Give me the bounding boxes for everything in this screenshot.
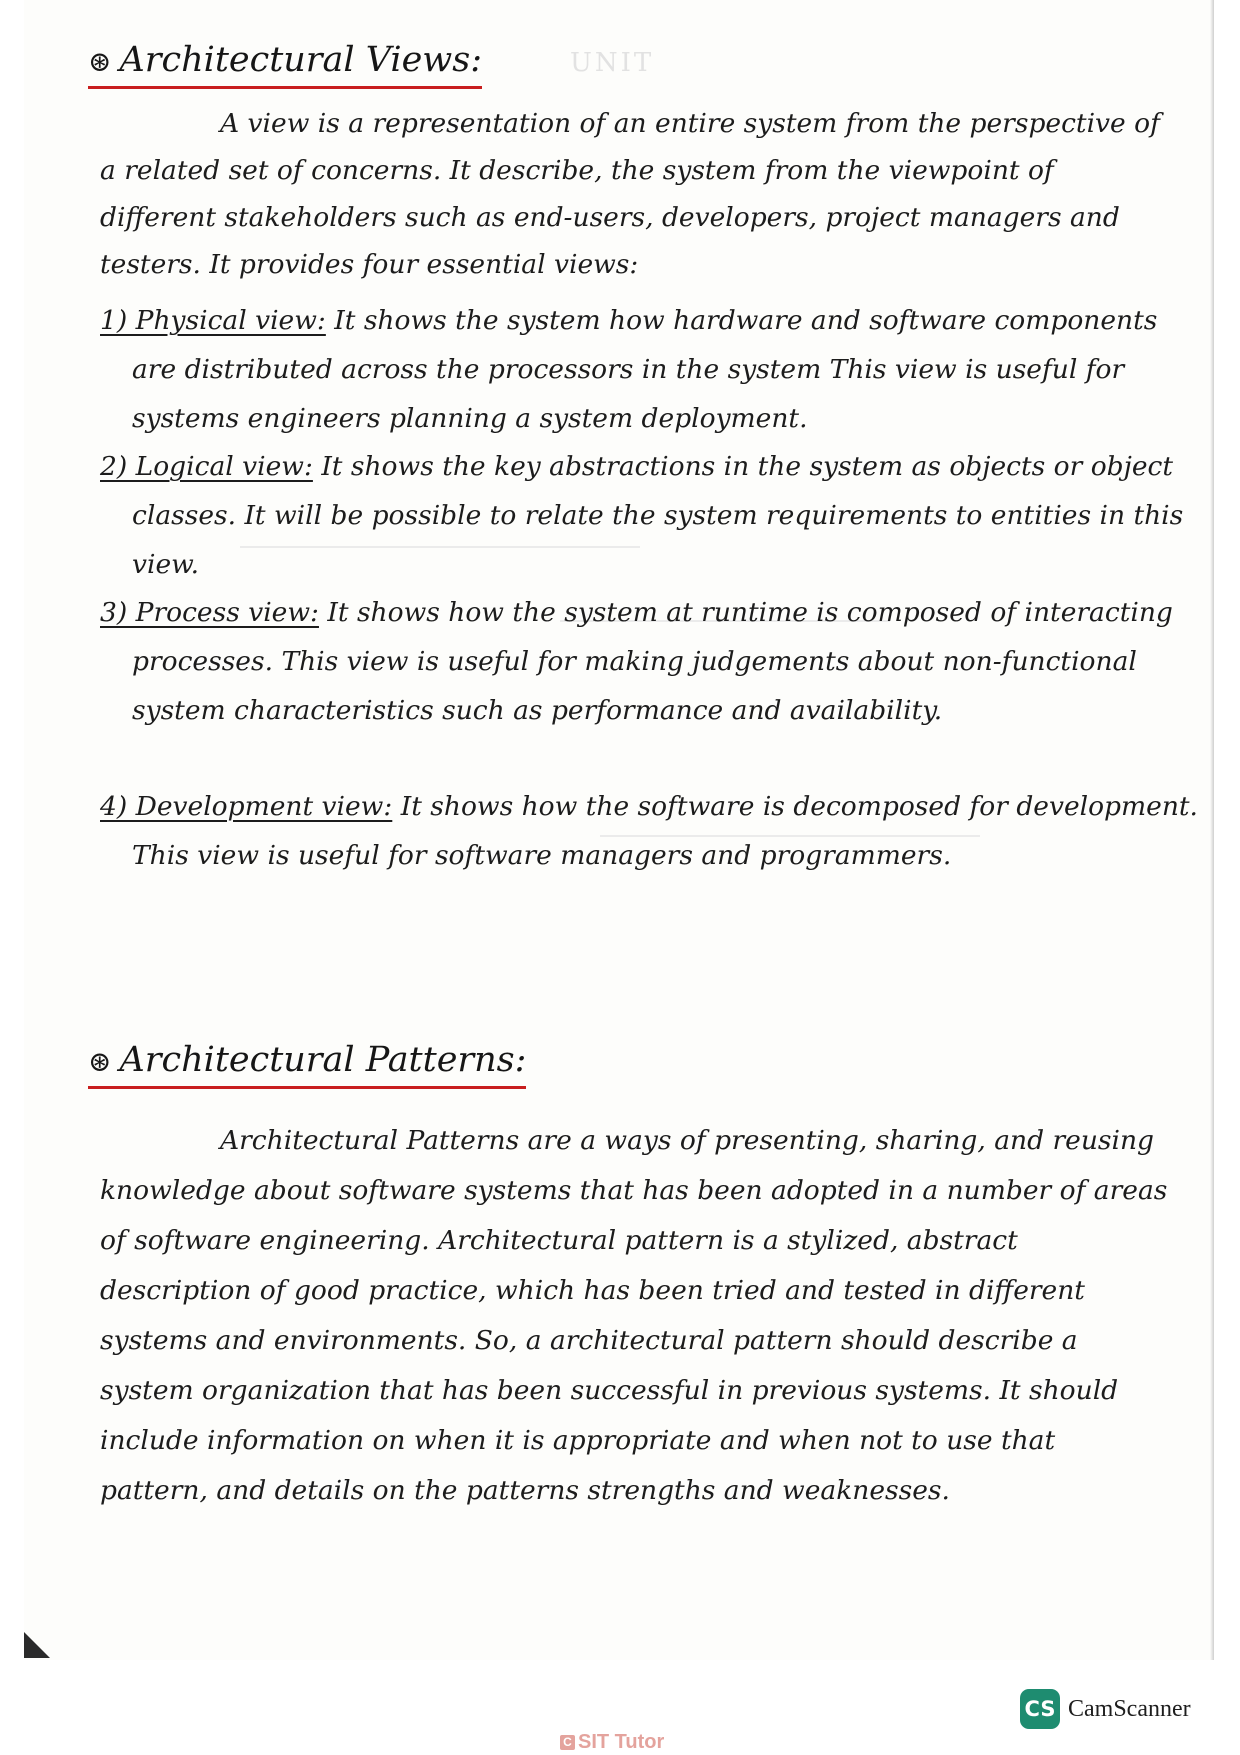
item-label: 4) Development view: (100, 791, 393, 822)
section-heading-architectural-patterns (88, 1040, 526, 1089)
section-heading-architectural-views (88, 40, 482, 89)
item-label: 3) Process view: (100, 597, 319, 628)
item-text: It shows how the system at runtime is composed of interacting processes. This view is useful for making judgements about non-functional system characteristics such as performance and availability. (132, 597, 1173, 726)
csit-text: SIT Tutor (578, 1730, 665, 1753)
page-corner-shadow (24, 1632, 50, 1658)
camscanner-watermark (1020, 1689, 1191, 1729)
item-label: 1) Physical view: (100, 305, 326, 336)
heading-text: Architectural Views: (119, 40, 482, 80)
item-label: 2) Logical view: (100, 451, 313, 482)
view-item-development (100, 782, 1207, 880)
heading-text: Architectural Patterns: (119, 1040, 527, 1080)
item-text: It shows how the software is decomposed for development. This view is useful for software managers and programmers. (132, 791, 1198, 871)
view-item-physical (100, 296, 1207, 443)
csit-logo-icon: C (560, 1735, 575, 1750)
camscanner-text: CamScanner (1068, 1695, 1191, 1722)
camscanner-logo-icon: CS (1020, 1689, 1060, 1729)
view-item-process (100, 588, 1207, 735)
csit-tutor-watermark (560, 1730, 664, 1754)
architectural-patterns-body: Architectural Patterns are a ways of presenting, sharing, and reusing knowledge about software systems that has been adopted in a number of areas of software engineering. Architectural pattern is a stylized, abstract description of good practice, which has been tried and tested in different systems and environments. So, a architectural pattern should describe a system organization that has been successful in previous systems. It should include information on when it is appropriate and when not to use that pattern, and details on the patterns strengths and weaknesses. (100, 1125, 1168, 1506)
view-item-logical (100, 442, 1207, 589)
faint-watermark: UNIT (570, 48, 655, 78)
bullet-marker-icon: ⊛ (88, 1045, 112, 1078)
bullet-marker-icon: ⊛ (88, 45, 112, 78)
item-text: It shows the system how hardware and software components are distributed across the processors in the system This view is useful for systems engineers planning a system deployment. (132, 305, 1158, 434)
item-text: It shows the key abstractions in the system as objects or object classes. It will be possible to relate the system requirements to entities in this view. (132, 451, 1184, 580)
architectural-views-intro: A view is a representation of an entire system from the perspective of a related set of concerns. It describe, the system from the viewpoint of different stakeholders such as end-users, developers, project managers and testers. It provides four essential views: (100, 108, 1160, 280)
